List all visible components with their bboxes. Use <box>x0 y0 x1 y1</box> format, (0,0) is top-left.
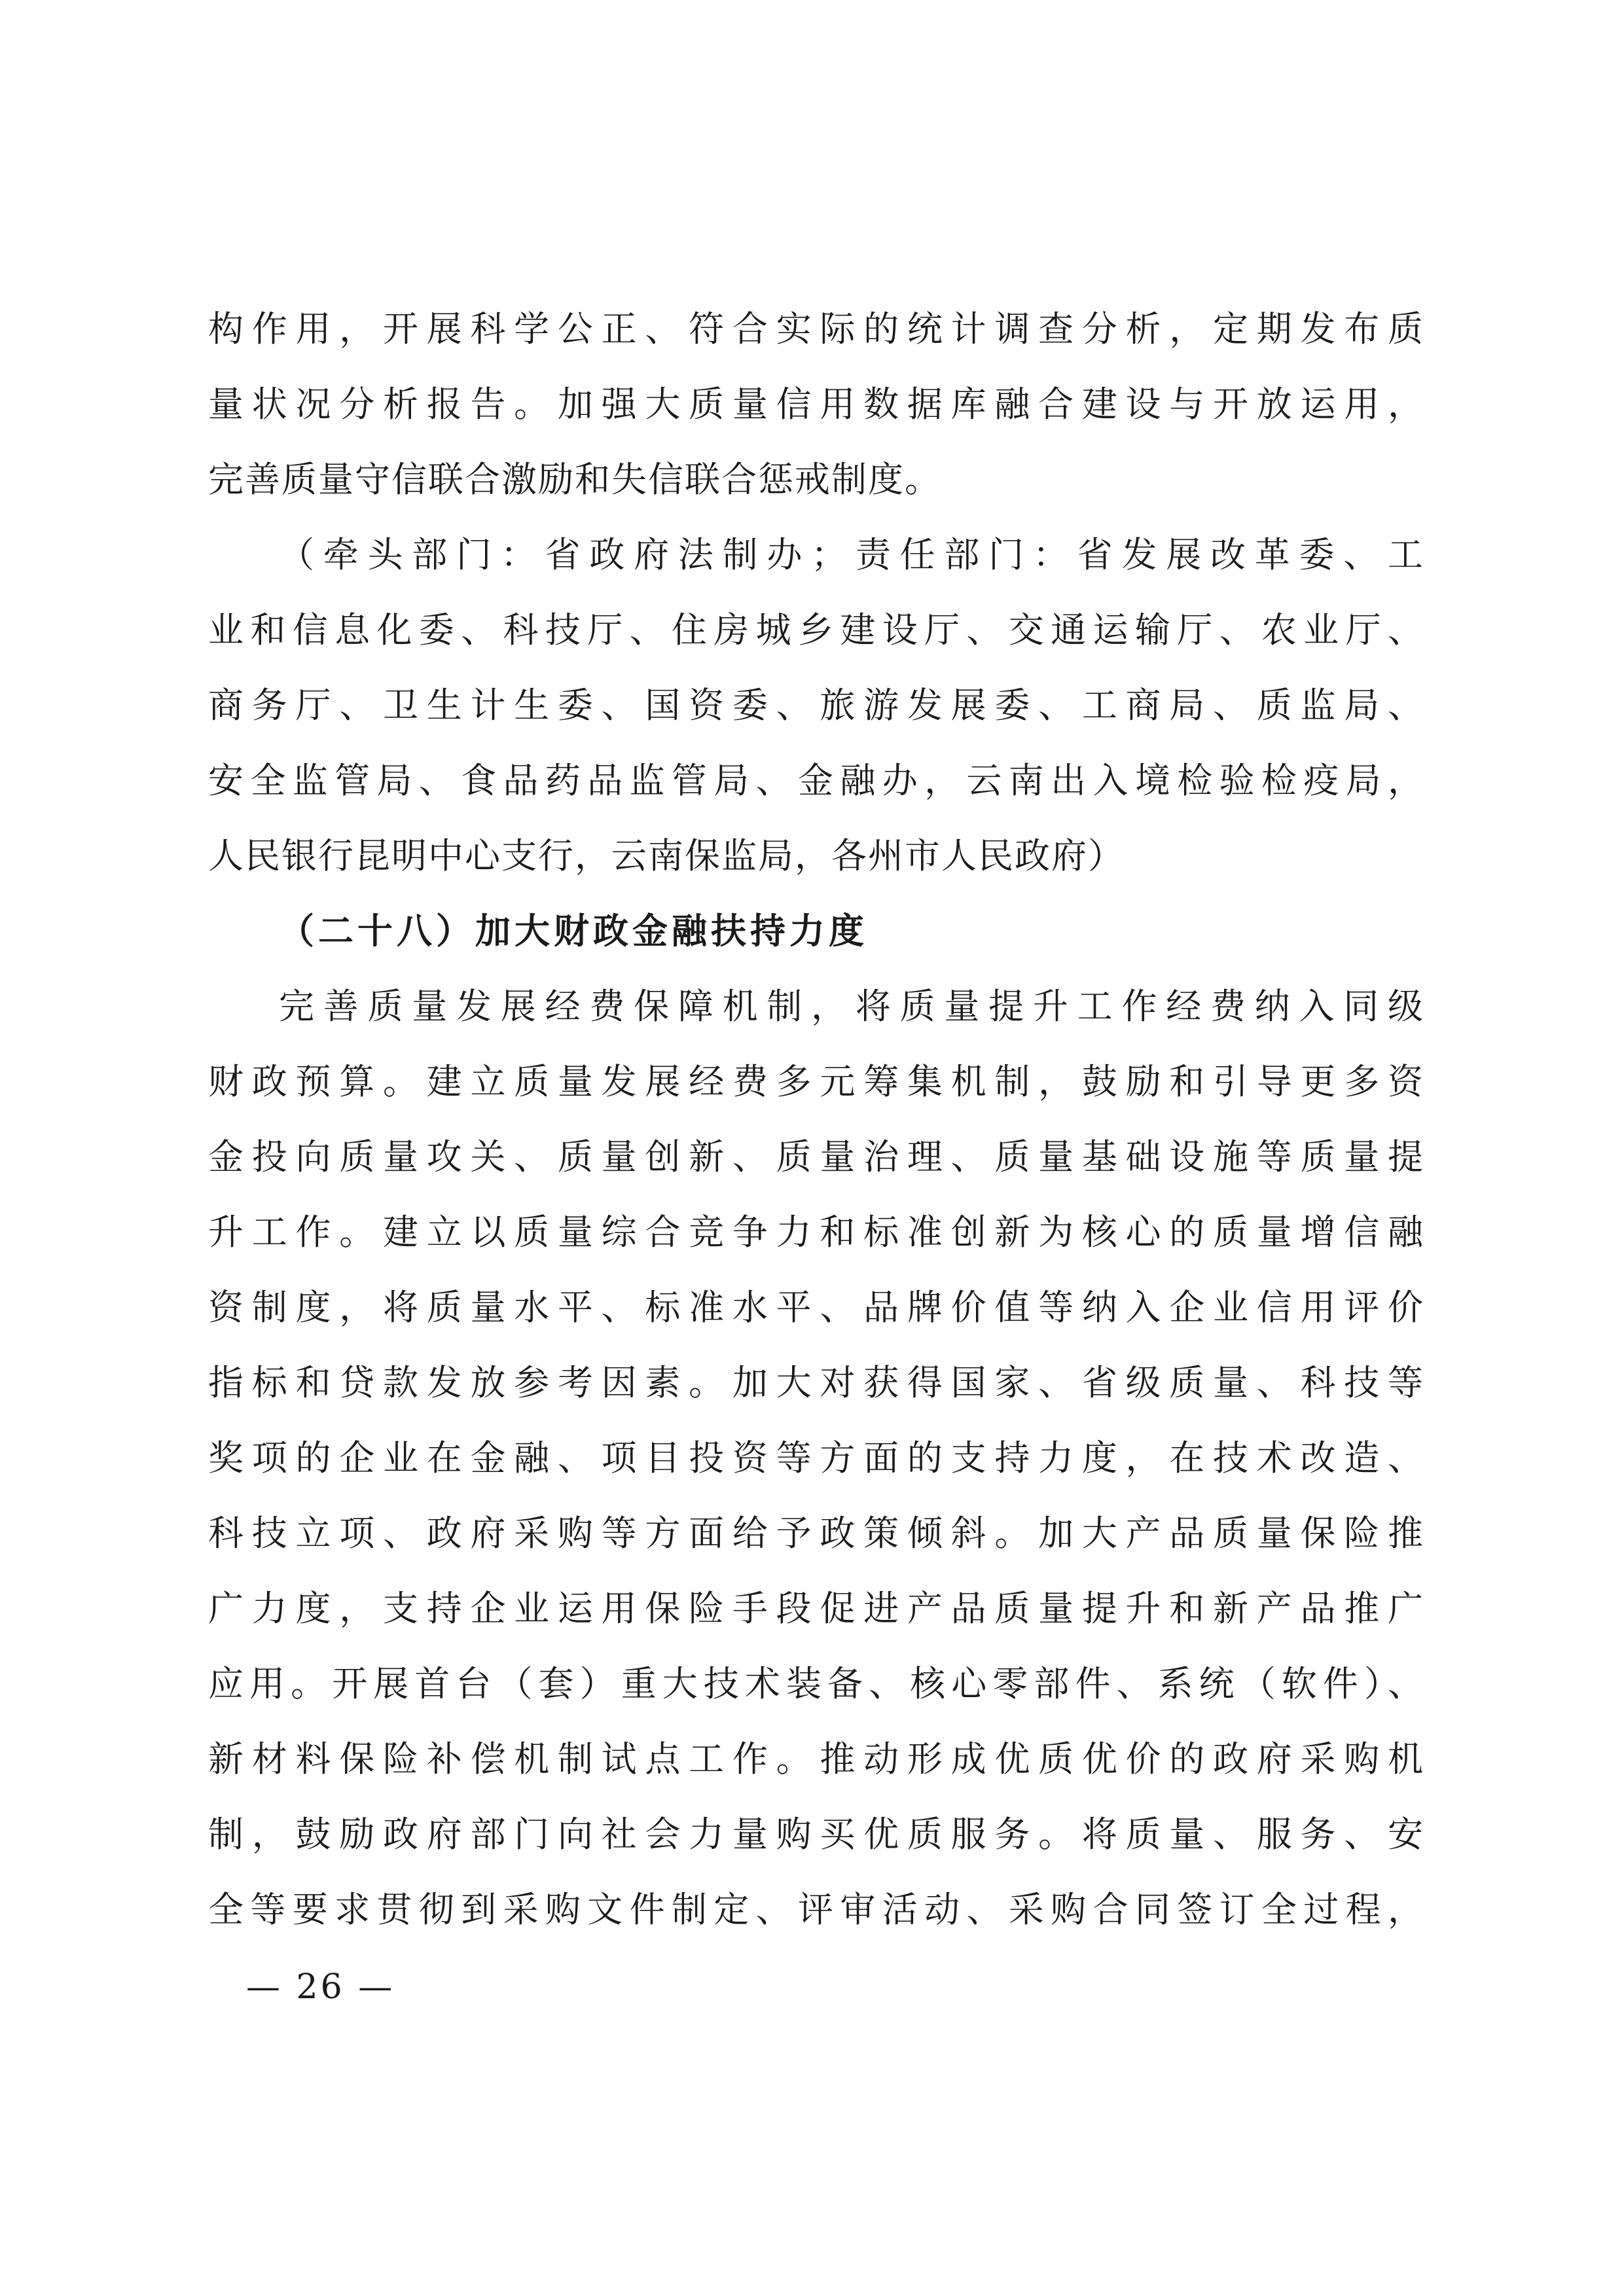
text-line: 财政预算。建立质量发展经费多元筹集机制，鼓励和引导更多资 <box>208 1061 1424 1102</box>
text-line: 全等要求贯彻到采购文件制定、评审活动、采购合同签订全过程， <box>208 1889 1424 1930</box>
text-line: 制，鼓励政府部门向社会力量购买优质服务。将质量、服务、安 <box>208 1814 1424 1855</box>
text-line: 广力度，支持企业运用保险手段促进产品质量提升和新产品推广 <box>208 1588 1424 1629</box>
text-line: 指标和贷款发放参考因素。加大对获得国家、省级质量、科技等 <box>208 1362 1424 1403</box>
text-line: 业和信息化委、科技厅、住房城乡建设厅、交通运输厅、农业厅、 <box>208 609 1424 651</box>
text-line: 人民银行昆明中心支行，云南保监局，各州市人民政府） <box>208 835 1125 876</box>
text-line: 科技立项、政府采购等方面给予政策倾斜。加大产品质量保险推 <box>208 1513 1424 1554</box>
text-line: 商务厅、卫生计生委、国资委、旅游发展委、工商局、质监局、 <box>208 685 1424 726</box>
text-line: 完善质量守信联合激励和失信联合惩戒制度。 <box>208 459 941 500</box>
text-line: （牵头部门：省政府法制办；责任部门：省发展改革委、工 <box>279 534 1424 575</box>
text-line: 升工作。建立以质量综合竞争力和标准创新为核心的质量增信融 <box>208 1211 1424 1253</box>
text-line: 构作用，开展科学公正、符合实际的统计调查分析，定期发布质 <box>208 308 1424 350</box>
text-line: 量状况分析报告。加强大质量信用数据库融合建设与开放运用， <box>208 384 1424 425</box>
text-line: 资制度，将质量水平、标准水平、品牌价值等纳入企业信用评价 <box>208 1287 1424 1328</box>
section-heading: （二十八）加大财政金融扶持力度 <box>279 910 868 952</box>
text-line: 安全监管局、食品药品监管局、金融办，云南出入境检验检疫局， <box>208 760 1424 801</box>
text-line: 应用。开展首台（套）重大技术装备、核心零部件、系统（软件）、 <box>208 1663 1424 1704</box>
page-number: — 26 — <box>246 1967 395 2007</box>
text-line: 奖项的企业在金融、项目投资等方面的支持力度，在技术改造、 <box>208 1437 1424 1479</box>
text-line: 金投向质量攻关、质量创新、质量治理、质量基础设施等质量提 <box>208 1136 1424 1177</box>
text-line: 新材料保险补偿机制试点工作。推动形成优质优价的政府采购机 <box>208 1738 1424 1780</box>
text-line: 完善质量发展经费保障机制，将质量提升工作经费纳入同级 <box>279 986 1424 1027</box>
